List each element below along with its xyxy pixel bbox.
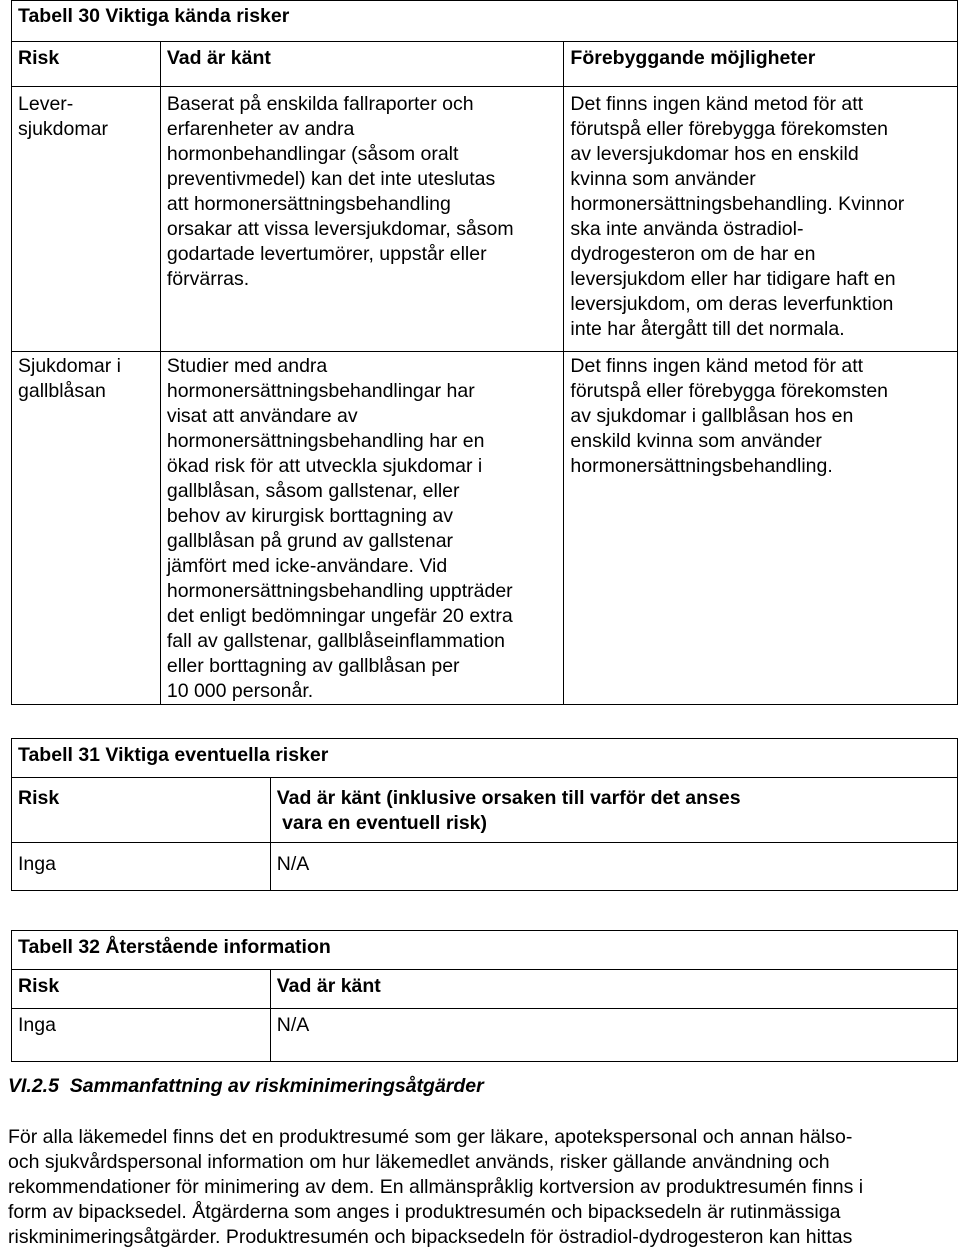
risk-prevention: Det finns ingen känd metod för att förutspå eller förebygga förekomsten av leversjukdomar hos en enskild kvinna som använder hormonersättningsbehandling. Kvinnor ska inte använda östradiol- dydrogesteron om de har en leversjukdom eller har tidigare haft en leversjukdom, om deras leverfunktion inte har återgått till det normala. xyxy=(564,87,958,352)
missing-information-table xyxy=(11,930,958,1062)
column-header-known: Vad är känt xyxy=(160,42,564,87)
risk-prevention: Det finns ingen känd metod för att förutspå eller förebygga förekomsten av sjukdomar i gallblåsan hos en enskild kvinna som använder hormonersättningsbehandling. xyxy=(564,352,958,705)
column-header-risk: Risk xyxy=(12,778,271,843)
risk-name: Inga xyxy=(12,843,271,891)
risk-name: Sjukdomar i gallblåsan xyxy=(12,352,161,705)
table-title: Tabell 31 Viktiga eventuella risker xyxy=(12,739,958,778)
section-heading: VI.2.5 Sammanfattning av riskminimeringsåtgärder xyxy=(8,1075,484,1097)
table-title: Tabell 32 Återstående information xyxy=(12,931,958,970)
column-header-known: Vad är känt xyxy=(270,970,957,1009)
risk-known: N/A xyxy=(270,1009,957,1062)
table-title: Tabell 30 Viktiga kända risker xyxy=(12,1,958,42)
risk-known: N/A xyxy=(270,843,957,891)
table-row xyxy=(12,1009,958,1062)
risk-known: Baserat på enskilda fallraporter och erfarenheter av andra hormonbehandlingar (såsom oralt preventivmedel) kan det inte uteslutas att hormonersättningsbehandling orsakar att vissa leversjukdomar, såsom godartade levertumörer, uppstår eller förvärras. xyxy=(160,87,564,352)
known-risks-table xyxy=(11,0,958,705)
potential-risks-table xyxy=(11,738,958,891)
risk-name: Inga xyxy=(12,1009,271,1062)
section-body: För alla läkemedel finns det en produktresumé som ger läkare, apotekspersonal och annan hälso- och sjukvårdspersonal information om hur läkemedlet används, risker gällande användning och rekommendationer för minimering av dem. En allmänspråklig kortversion av produktresumén finns i form av bipacksedel. Åtgärderna som anges i produktresumén och bipacksedeln är rutinmässiga riskminimeringsåtgärder. Produktresumén och bipacksedeln för östradiol-dydrogesteron kan hittas xyxy=(8,1126,864,1248)
column-header-prevention: Förebyggande möjligheter xyxy=(564,42,958,87)
table-row xyxy=(12,843,958,891)
column-header-risk: Risk xyxy=(12,970,271,1009)
table-row xyxy=(12,87,958,352)
risk-name: Lever- sjukdomar xyxy=(12,87,161,352)
column-header-known: Vad är känt (inklusive orsaken till varför det anses vara en eventuell risk) xyxy=(270,778,957,843)
table-row xyxy=(12,352,958,705)
column-header-risk: Risk xyxy=(12,42,161,87)
risk-known: Studier med andra hormonersättningsbehandlingar har visat att användare av hormonersättningsbehandling har en ökad risk för att utveckla sjukdomar i gallblåsan, såsom gallstenar, eller behov av kirurgisk borttagning av gallblåsan på grund av gallstenar jämfört med icke-användare. Vid hormonersättningsbehandling uppträder det enligt bedömningar ungefär 20 extra fall av gallstenar, gallblåseinflammation eller borttagning av gallblåsan per 10 000 personår. xyxy=(160,352,564,705)
